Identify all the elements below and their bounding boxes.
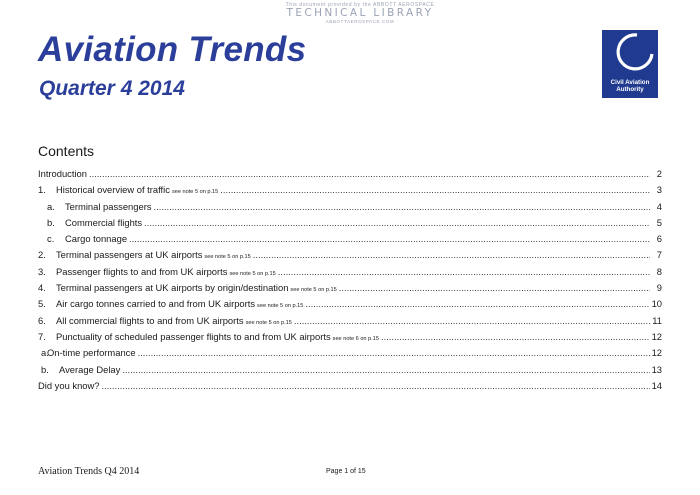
toc-dot-leader: [138, 347, 650, 358]
toc-entry[interactable]: [38, 266, 662, 282]
toc-entry-label: Historical overview of traffic: [56, 184, 170, 196]
toc-entry-note: see note 5 on p.15: [204, 254, 251, 261]
toc-entry[interactable]: [38, 282, 662, 298]
toc-entry-label: Passenger flights to and from UK airports: [56, 265, 228, 277]
toc-entry-page: 5: [656, 216, 662, 228]
toc-entry-label: Terminal passengers: [65, 200, 152, 212]
toc-entry-page: 7: [656, 249, 662, 261]
toc-entry[interactable]: [38, 347, 662, 363]
toc-entry-label: Punctuality of scheduled passenger flights to and from UK airports: [56, 330, 331, 342]
toc-entry-page: 11: [652, 314, 662, 326]
toc-entry[interactable]: [38, 331, 662, 347]
toc-entry-number: a.: [47, 200, 55, 212]
footer-document-name: Aviation Trends Q4 2014: [38, 466, 140, 477]
logo-line-1: Civil Aviation: [610, 79, 650, 86]
toc-entry-number: a.: [41, 347, 49, 359]
toc-entry-label: Commercial flights: [65, 216, 143, 228]
toc-dot-leader: [220, 184, 650, 195]
toc-entry-page: 14: [651, 379, 662, 391]
contents-heading: Contents: [38, 143, 95, 159]
toc-dot-leader: [154, 201, 651, 212]
toc-entry[interactable]: [38, 201, 662, 217]
document-title: Aviation Trends: [38, 30, 307, 69]
toc-entry[interactable]: [38, 249, 662, 265]
toc-entry-label: Terminal passengers at UK airports by origin/destination: [56, 282, 289, 294]
toc-entry-label: All commercial flights to and from UK airports: [56, 314, 244, 326]
toc-entry-label: Introduction: [38, 168, 87, 179]
toc-entry-label: Air cargo tonnes carried to and from UK airports: [56, 298, 256, 310]
toc-entry-number: 7.: [38, 330, 46, 342]
toc-dot-leader: [305, 298, 649, 309]
toc-entry-number: b.: [47, 216, 55, 228]
toc-dot-leader: [381, 331, 650, 342]
toc-entry-page: 9: [656, 282, 662, 294]
toc-entry-number: 3.: [38, 265, 46, 277]
watermark-main-text: TECHNICAL LIBRARY: [286, 7, 434, 19]
toc-dot-leader: [122, 364, 649, 375]
toc-entry-note: see note 5 on p.15: [290, 287, 337, 294]
toc-entry-number: 4.: [38, 282, 46, 294]
toc-dot-leader: [129, 233, 650, 244]
toc-entry[interactable]: [38, 298, 662, 314]
toc-entry-label: Cargo tonnage: [65, 233, 128, 245]
toc-entry-note: see note 6 on p.15: [332, 335, 379, 342]
watermark-bottom-text: ABBOTTAEROSPACE.COM: [325, 19, 395, 24]
toc-entry-page: 2: [656, 168, 662, 179]
toc-entry-page: 8: [656, 265, 662, 277]
toc-dot-leader: [102, 380, 650, 391]
toc-dot-leader: [294, 315, 650, 326]
toc-entry-note: see note 5 on p.15: [229, 270, 276, 277]
toc-entry-number: 5.: [38, 298, 46, 310]
watermark: [270, 2, 450, 25]
toc-entry-number: b.: [41, 363, 49, 375]
logo-text: [602, 79, 658, 93]
toc-dot-leader: [89, 168, 650, 179]
watermark-top-text: This document provided by the ABBOTT AEROSPACE: [285, 2, 435, 8]
toc-entry-page: 12: [651, 330, 662, 342]
toc-entry-page: 3: [656, 184, 662, 196]
toc-entry-number: c.: [47, 233, 55, 245]
toc-entry[interactable]: [38, 168, 662, 184]
toc-entry-label: On-time performance: [47, 347, 136, 359]
document-subtitle: Quarter 4 2014: [39, 77, 185, 100]
toc-dot-leader: [278, 266, 650, 277]
logo-line-2: Authority: [616, 86, 644, 94]
toc-entry-label: Did you know?: [38, 379, 100, 391]
toc-entry-page: 6: [656, 233, 662, 245]
toc-entry-number: 6.: [38, 314, 46, 326]
toc-entry-label: Terminal passengers at UK airports: [56, 249, 203, 261]
toc-dot-leader: [339, 282, 650, 293]
toc-entry-label: Average Delay: [59, 363, 121, 375]
toc-dot-leader: [144, 217, 650, 228]
toc-entry[interactable]: [38, 315, 662, 331]
toc-dot-leader: [253, 249, 650, 260]
toc-entry[interactable]: [38, 364, 662, 380]
table-of-contents: [38, 168, 662, 396]
toc-entry[interactable]: [38, 380, 662, 396]
toc-entry-page: 10: [651, 298, 662, 310]
toc-entry-page: 13: [651, 363, 662, 375]
toc-entry[interactable]: [38, 184, 662, 200]
footer-page-number: Page 1 of 15: [326, 468, 366, 475]
toc-entry[interactable]: [38, 217, 662, 233]
toc-entry[interactable]: [38, 233, 662, 249]
toc-entry-page: 12: [651, 347, 662, 359]
toc-entry-number: 1.: [38, 184, 46, 196]
toc-entry-page: 4: [656, 200, 662, 212]
toc-entry-number: 2.: [38, 249, 46, 261]
caa-logo: [602, 30, 658, 98]
toc-entry-note: see note 5 on p.15: [245, 319, 292, 326]
toc-entry-note: see note 5 on p.15: [171, 189, 219, 196]
toc-entry-note: see note 5 on p.15: [257, 303, 304, 310]
